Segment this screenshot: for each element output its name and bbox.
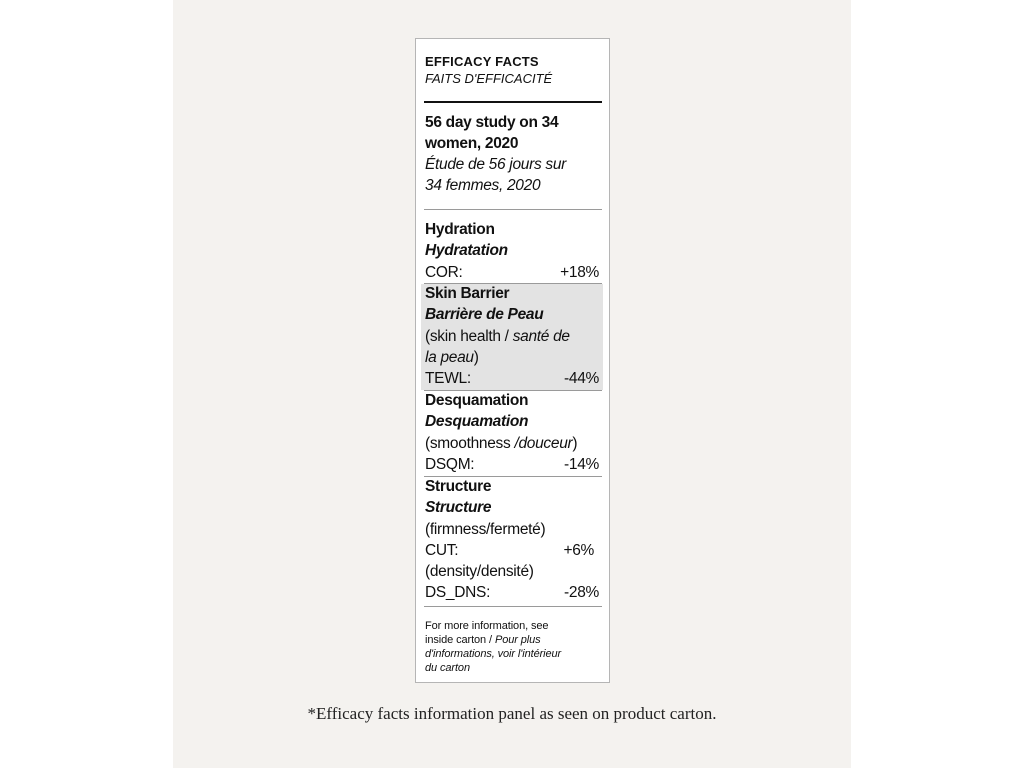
- study-fr-line-2: 34 femmes, 2020: [425, 177, 541, 194]
- desquamation-label-en: Desquamation: [425, 392, 529, 409]
- desquamation-desc-fr: /douceur: [514, 434, 573, 452]
- structure-value-1: +6%: [563, 541, 594, 559]
- skin-barrier-metric-row: [416, 368, 609, 389]
- footnote-line-2: [425, 633, 607, 647]
- skin-barrier-section: [416, 283, 609, 389]
- efficacy-facts-panel: [415, 38, 610, 683]
- panel-title-en: EFFICACY FACTS: [425, 54, 539, 69]
- skin-barrier-desc-fr-1: santé de: [512, 327, 570, 345]
- desquamation-metric-row: [416, 454, 609, 475]
- hydration-label-fr: Hydratation: [425, 242, 508, 260]
- header-divider: [424, 101, 602, 103]
- structure-metric-row-2: [416, 582, 609, 603]
- desquamation-value: -14%: [564, 455, 599, 473]
- hydration-label-en: Hydration: [425, 221, 495, 238]
- desquamation-label-fr: Desquamation: [425, 413, 529, 431]
- skin-barrier-desc-line-1: [416, 326, 609, 347]
- footnote-en-2: inside carton /: [425, 634, 495, 646]
- structure-label-en: Structure: [425, 478, 492, 495]
- desquamation-section: [416, 390, 609, 475]
- study-divider: [424, 209, 602, 210]
- structure-metric-2: DS_DNS:: [425, 584, 491, 602]
- desquamation-metric: DSQM:: [425, 455, 475, 473]
- more-info-footnote: [425, 619, 607, 675]
- skin-barrier-desc-fr-2: la peau: [425, 348, 474, 366]
- desquamation-desc: [416, 433, 609, 454]
- structure-value-2: -28%: [564, 584, 599, 602]
- study-description: [425, 112, 601, 196]
- image-caption: *Efficacy facts information panel as seen on product carton.: [307, 704, 717, 723]
- hydration-metric: COR:: [425, 263, 463, 281]
- study-fr-line-1: Étude de 56 jours sur: [425, 156, 567, 173]
- structure-label-fr: Structure: [425, 499, 492, 517]
- structure-divider: [424, 606, 602, 607]
- footnote-fr-1: Pour plus: [494, 634, 541, 646]
- skin-barrier-label-en: Skin Barrier: [425, 285, 510, 302]
- structure-desc-2: (density/densité): [425, 563, 534, 581]
- study-en-line-1: 56 day study on 34: [425, 114, 559, 131]
- desquamation-desc-close: ): [572, 434, 578, 452]
- hydration-section: [416, 219, 609, 283]
- skin-barrier-metric: TEWL:: [425, 370, 471, 388]
- hydration-metric-row: [416, 262, 609, 283]
- footnote-line-1: For more information, see: [425, 620, 549, 632]
- structure-desc-1: (firmness/fermeté): [425, 520, 546, 538]
- desquamation-desc-en: (smoothness: [425, 434, 515, 452]
- footnote-fr-3: du carton: [425, 662, 470, 674]
- skin-barrier-desc-line-2: [416, 347, 609, 368]
- hydration-value: +18%: [560, 263, 599, 281]
- structure-section: [416, 476, 609, 604]
- footnote-fr-2: d'informations, voir l'intérieur: [425, 648, 562, 660]
- skin-barrier-desc-en: (skin health /: [425, 327, 513, 345]
- structure-metric-1: CUT:: [425, 541, 459, 559]
- structure-metric-row-1: [416, 540, 609, 561]
- skin-barrier-label-fr: Barrière de Peau: [425, 306, 544, 324]
- study-en-line-2: women, 2020: [425, 135, 519, 152]
- panel-title-fr: FAITS D'EFFICACITÉ: [425, 71, 553, 86]
- skin-barrier-value: -44%: [564, 370, 599, 388]
- skin-barrier-desc-close: ): [473, 348, 479, 366]
